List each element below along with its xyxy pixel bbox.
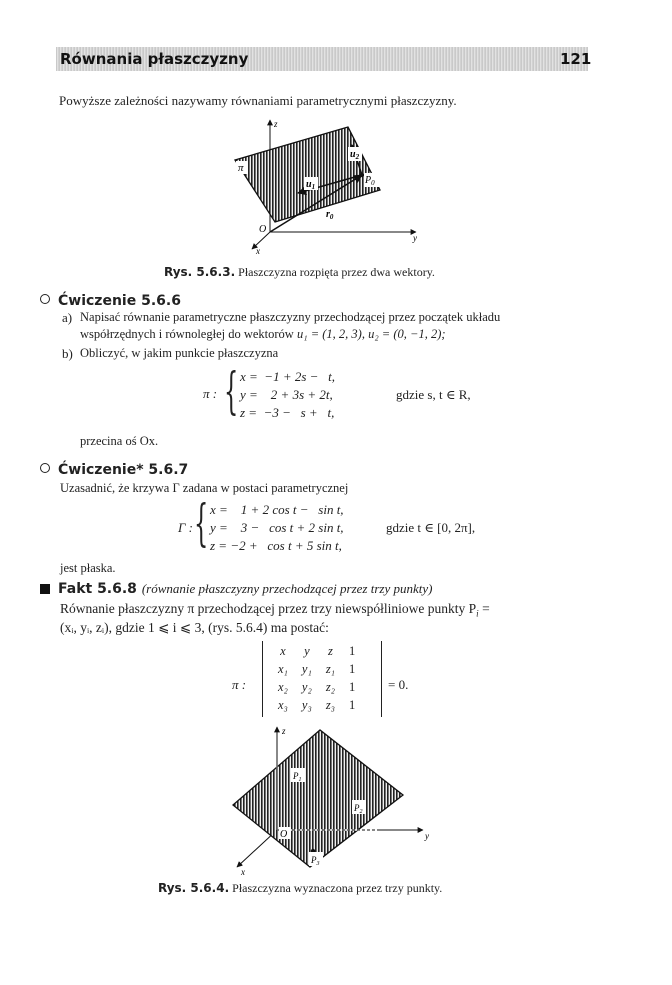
determinant-cell: y₃ (301, 698, 312, 712)
exercise-5-6-6-title: Ćwiczenie 5.6.6 (40, 293, 181, 309)
label-pi: π (238, 162, 244, 174)
figure-5-6-4-caption: Rys. 5.6.4. Płaszczyzna wyznaczona przez trzy punkty. (158, 881, 443, 895)
fact-square-icon (40, 584, 50, 594)
system-pi-row-3: z = −3 − s + t, (240, 405, 335, 420)
determinant-cell: 1 (349, 698, 356, 712)
label-u2: $u_2$ (350, 149, 360, 161)
system-pi-condition: gdzie s, t ∈ R, (396, 387, 471, 402)
system-pi-name: π : (203, 386, 218, 401)
figure-5-6-3-caption: Rys. 5.6.3. Płaszczyzna rozpięta przez dwa wektory. (164, 265, 435, 279)
determinant-row (271, 678, 362, 696)
system-gamma-row-1: x = 1 + 2 cos t − sin t, (210, 502, 344, 517)
label-z-axis: z (282, 726, 286, 736)
determinant-cell: y (304, 644, 310, 658)
system-pi-row-1: x = −1 + 2s − t, (240, 369, 336, 384)
page-number: 121 (560, 50, 592, 68)
system-gamma-row-3: z = −2 + cos t + 5 sin t, (210, 538, 342, 553)
exercise-5-6-6-after-text: przecina oś Ox. (80, 434, 159, 448)
figure-5-6-3-plane-vectors (230, 115, 430, 260)
plane-pi (235, 127, 380, 222)
label-p1: $P_1$ (293, 771, 302, 783)
label-x-axis: x (256, 246, 260, 256)
label-p2: $P_2$ (354, 803, 363, 815)
label-u1: $u_1$ (306, 179, 316, 191)
determinant-cell: x₁ (278, 662, 288, 676)
exercise-5-6-7-line1: Uzasadnić, że krzywa Γ zadana w postaci parametrycznej (60, 481, 349, 495)
determinant-cell: z₃ (325, 698, 336, 712)
system-pi-brace: { (224, 362, 239, 420)
determinant-cell: z₁ (325, 662, 336, 676)
exercise-5-6-6-part-a-label: a) (62, 310, 73, 325)
fact-5-6-8-line1: Równanie płaszczyzny π przechodzącej przez trzy niewspółliniowe punkty $P_i$ = (60, 601, 490, 619)
exercise-5-6-6-part-a-line2: współrzędnych i równoległej do wektorów u₁ = (1, 2, 3), u₂ = (0, −1, 2); (80, 327, 446, 341)
exercise-circle-icon (40, 463, 50, 473)
determinant-cell: y₂ (301, 680, 312, 694)
determinant-cell: x₂ (278, 680, 288, 694)
point-p0 (360, 173, 364, 177)
label-p3: $P_3$ (311, 855, 320, 867)
determinant-matrix (262, 641, 382, 717)
determinant-cell: 1 (349, 662, 356, 676)
determinant-cell: z (327, 644, 333, 658)
exercise-5-6-7-after-text: jest płaska. (60, 561, 116, 575)
label-p0: $P_0$ (365, 175, 375, 187)
fact-5-6-8-title: Fakt 5.6.8 (równanie płaszczyzny przechodzącej przez trzy punkty) (40, 581, 432, 597)
determinant-cell: z₂ (325, 680, 336, 694)
exercise-5-6-6-part-b-label: b) (62, 346, 73, 361)
label-z-axis: z (274, 119, 278, 129)
determinant-cell: x (280, 644, 286, 658)
determinant-cell: x₃ (278, 698, 288, 712)
determinant-table (271, 642, 362, 714)
determinant-name: π : (232, 677, 247, 692)
label-origin: O (259, 224, 267, 235)
determinant-row (271, 696, 362, 714)
system-pi-row-2: y = 2 + 3s + 2t, (240, 387, 333, 402)
determinant-row (271, 660, 362, 678)
intro-paragraph: Powyższe zależności nazywamy równaniami parametrycznymi płaszczyzny. (59, 93, 457, 108)
exercise-5-6-6-part-a-line1: Napisać równanie parametryczne płaszczyzny przechodzącej przez początek układu (80, 310, 501, 324)
figure-5-6-4-plane-three-points (225, 725, 440, 883)
determinant-cell: 1 (349, 644, 356, 658)
system-gamma-name: Γ : (178, 520, 193, 535)
label-y-axis: y (425, 831, 429, 841)
system-gamma-row-2: y = 3 − cos t + 2 sin t, (210, 520, 344, 535)
fact-5-6-8-line2: (xᵢ, yᵢ, zᵢ), gdzie 1 ⩽ i ⩽ 3, (rys. 5.6.4) ma postać: (60, 620, 329, 635)
system-gamma-brace: { (194, 494, 209, 552)
exercise-circle-icon (40, 294, 50, 304)
running-header-title: Równania płaszczyzny (60, 50, 249, 68)
label-x-axis: x (241, 867, 245, 877)
determinant-cell: 1 (349, 680, 356, 694)
label-origin: O (280, 829, 288, 840)
determinant-cell: y₁ (301, 662, 312, 676)
system-gamma-condition: gdzie t ∈ [0, 2π], (386, 520, 476, 535)
exercise-5-6-6-part-b-line1: Obliczyć, w jakim punkcie płaszczyzna (80, 346, 279, 360)
determinant-equals-zero: = 0. (388, 677, 409, 692)
determinant-row (271, 642, 362, 660)
label-r0: $r_0$ (326, 209, 334, 221)
exercise-5-6-7-title: Ćwiczenie* 5.6.7 (40, 462, 188, 478)
label-y-axis: y (413, 233, 417, 243)
